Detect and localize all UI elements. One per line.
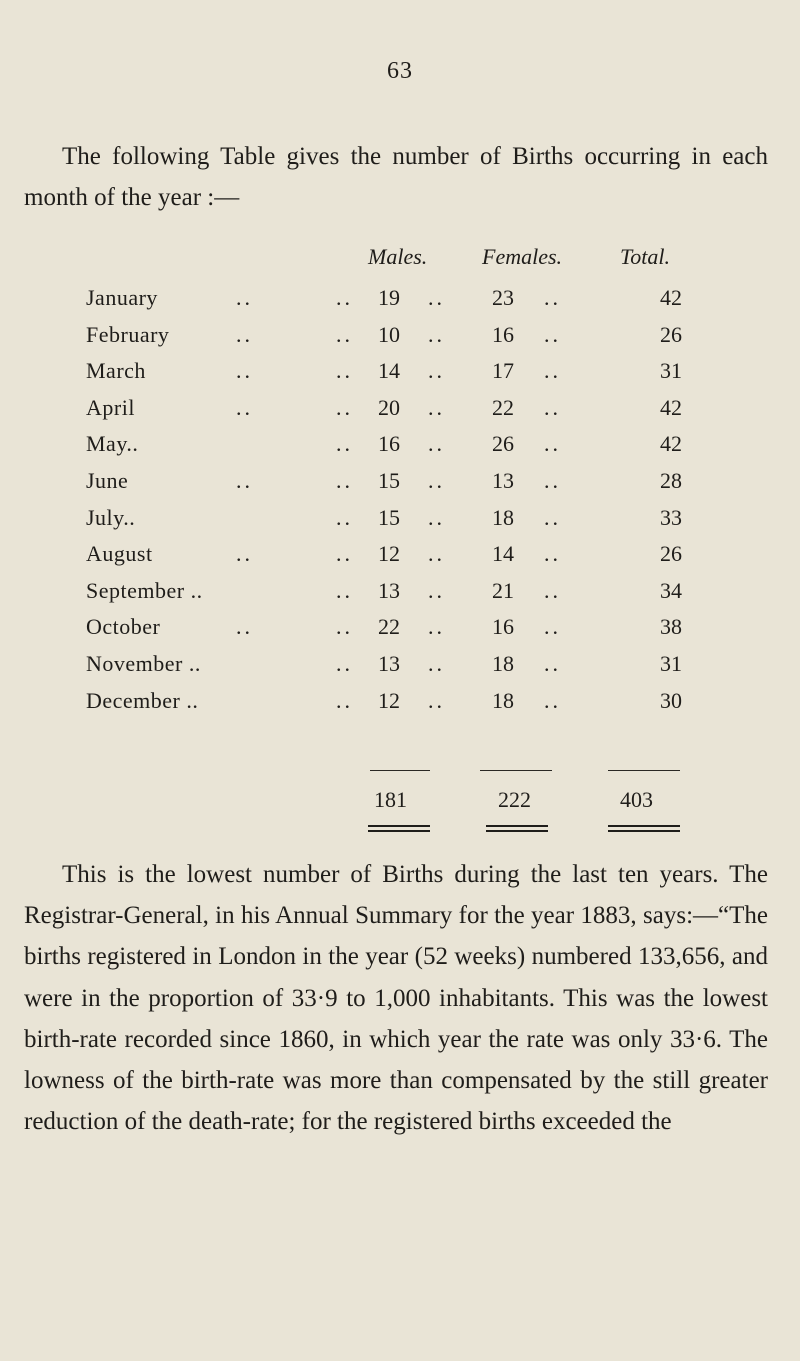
month-label: April bbox=[86, 394, 135, 420]
table-row bbox=[0, 395, 800, 431]
month-label: October bbox=[86, 614, 161, 640]
total-males: 181 bbox=[374, 787, 407, 812]
table-row bbox=[0, 358, 800, 394]
females-value: 17 bbox=[492, 358, 514, 384]
males-value: 22 bbox=[378, 614, 400, 640]
total-value: 26 bbox=[660, 541, 682, 567]
total-value: 26 bbox=[660, 321, 682, 347]
dot-leader: .. bbox=[428, 651, 445, 676]
dot-leader: .. bbox=[544, 541, 561, 567]
total-value: 42 bbox=[660, 394, 682, 420]
females-value: 21 bbox=[492, 577, 514, 603]
sum-rule-males bbox=[370, 770, 430, 771]
intro-paragraph: The following Table gives the number of Births occurring in each month of the year :— bbox=[24, 143, 768, 211]
dot-leader: .. bbox=[544, 504, 561, 530]
females-value: 13 bbox=[492, 468, 514, 493]
dot-leader: .. bbox=[544, 431, 561, 457]
dot-leader: .. bbox=[428, 285, 445, 310]
month-label: November .. bbox=[86, 651, 201, 676]
males-value: 12 bbox=[378, 687, 400, 713]
males-value: 10 bbox=[378, 321, 400, 347]
sum-rule-total bbox=[608, 770, 680, 771]
dot-leader: .. bbox=[336, 504, 353, 530]
month-label: May.. bbox=[86, 431, 139, 457]
table-row bbox=[0, 505, 800, 541]
dot-leader: .. bbox=[428, 431, 445, 457]
page-number: 63 bbox=[387, 58, 413, 84]
females-value: 18 bbox=[492, 687, 514, 713]
table-row bbox=[0, 322, 800, 358]
dot-leader: .. bbox=[336, 651, 353, 676]
dot-leader: .. bbox=[236, 541, 253, 567]
month-label: January bbox=[86, 285, 158, 310]
dot-leader: .. bbox=[428, 394, 445, 420]
month-label: August bbox=[86, 541, 153, 567]
dot-leader: .. bbox=[544, 577, 561, 603]
males-value: 16 bbox=[378, 431, 400, 457]
total-females: 222 bbox=[498, 787, 531, 812]
month-label: July.. bbox=[86, 504, 136, 530]
total-value: 31 bbox=[660, 651, 682, 676]
females-value: 23 bbox=[492, 285, 514, 310]
month-label: June bbox=[86, 468, 129, 493]
total-value: 42 bbox=[660, 285, 682, 310]
males-value: 15 bbox=[378, 468, 400, 493]
dot-leader: .. bbox=[428, 358, 445, 384]
dot-leader: .. bbox=[428, 321, 445, 347]
dot-leader: .. bbox=[336, 541, 353, 567]
dot-leader: .. bbox=[236, 614, 253, 640]
dot-leader: .. bbox=[336, 394, 353, 420]
total-value: 28 bbox=[660, 468, 682, 493]
males-value: 19 bbox=[378, 285, 400, 310]
month-label: March bbox=[86, 358, 146, 384]
table-row bbox=[0, 285, 800, 321]
dot-leader: .. bbox=[236, 321, 253, 347]
table-row bbox=[0, 651, 800, 687]
males-value: 15 bbox=[378, 504, 400, 530]
dot-leader: .. bbox=[336, 358, 353, 384]
double-rule-total bbox=[608, 825, 680, 832]
sum-rule-females bbox=[480, 770, 552, 771]
month-label: February bbox=[86, 321, 170, 347]
females-value: 26 bbox=[492, 431, 514, 457]
table-row bbox=[0, 431, 800, 467]
dot-leader: .. bbox=[336, 431, 353, 457]
dot-leader: .. bbox=[428, 687, 445, 713]
total-value: 33 bbox=[660, 504, 682, 530]
double-rule-females bbox=[486, 825, 548, 832]
total-value: 34 bbox=[660, 577, 682, 603]
males-value: 12 bbox=[378, 541, 400, 567]
body-paragraph: This is the lowest number of Births during the last ten years. The Registrar-General, in his Annual Summary for the year 1883, says:—“The births registered in London in the year (52 weeks) numbered 133,656, and were in the proportion of 33·9 to 1,000 inhabitants. This was the lowest birth-rate recorded since 1860, in which year the rate was only 33·6. The lowness of the birth-rate was more than compensated by the still greater reduction of the death-rate; for the registered births exceeded the bbox=[24, 861, 768, 1136]
total-value: 42 bbox=[660, 431, 682, 457]
dot-leader: .. bbox=[544, 321, 561, 347]
table-row bbox=[0, 614, 800, 650]
dot-leader: .. bbox=[544, 358, 561, 384]
total-value: 30 bbox=[660, 687, 682, 713]
males-value: 13 bbox=[378, 651, 400, 676]
dot-leader: .. bbox=[336, 285, 353, 310]
females-value: 16 bbox=[492, 614, 514, 640]
females-value: 18 bbox=[492, 651, 514, 676]
month-label: September .. bbox=[86, 577, 203, 603]
total-value: 31 bbox=[660, 358, 682, 384]
header-males: Males. bbox=[368, 244, 428, 269]
dot-leader: .. bbox=[428, 541, 445, 567]
dot-leader: .. bbox=[236, 468, 253, 493]
dot-leader: .. bbox=[236, 285, 253, 310]
females-value: 14 bbox=[492, 541, 514, 567]
table-row bbox=[0, 541, 800, 577]
males-value: 20 bbox=[378, 394, 400, 420]
header-total: Total. bbox=[620, 244, 670, 269]
dot-leader: .. bbox=[544, 285, 561, 310]
total-total: 403 bbox=[620, 787, 653, 812]
males-value: 13 bbox=[378, 577, 400, 603]
table-row bbox=[0, 468, 800, 504]
header-females: Females. bbox=[482, 244, 563, 269]
dot-leader: .. bbox=[544, 687, 561, 713]
females-value: 18 bbox=[492, 504, 514, 530]
dot-leader: .. bbox=[428, 468, 445, 493]
dot-leader: .. bbox=[336, 687, 353, 713]
dot-leader: .. bbox=[428, 614, 445, 640]
dot-leader: .. bbox=[428, 504, 445, 530]
dot-leader: .. bbox=[236, 394, 253, 420]
dot-leader: .. bbox=[544, 468, 561, 493]
females-value: 22 bbox=[492, 394, 514, 420]
dot-leader: .. bbox=[544, 651, 561, 676]
table-row bbox=[0, 688, 800, 724]
table-row bbox=[0, 578, 800, 614]
double-rule-males bbox=[368, 825, 430, 832]
month-label: December .. bbox=[86, 687, 199, 713]
dot-leader: .. bbox=[428, 577, 445, 603]
dot-leader: .. bbox=[336, 614, 353, 640]
dot-leader: .. bbox=[336, 321, 353, 347]
dot-leader: .. bbox=[336, 468, 353, 493]
dot-leader: .. bbox=[336, 577, 353, 603]
dot-leader: .. bbox=[544, 614, 561, 640]
dot-leader: .. bbox=[544, 394, 561, 420]
total-value: 38 bbox=[660, 614, 682, 640]
males-value: 14 bbox=[378, 358, 400, 384]
females-value: 16 bbox=[492, 321, 514, 347]
dot-leader: .. bbox=[236, 358, 253, 384]
